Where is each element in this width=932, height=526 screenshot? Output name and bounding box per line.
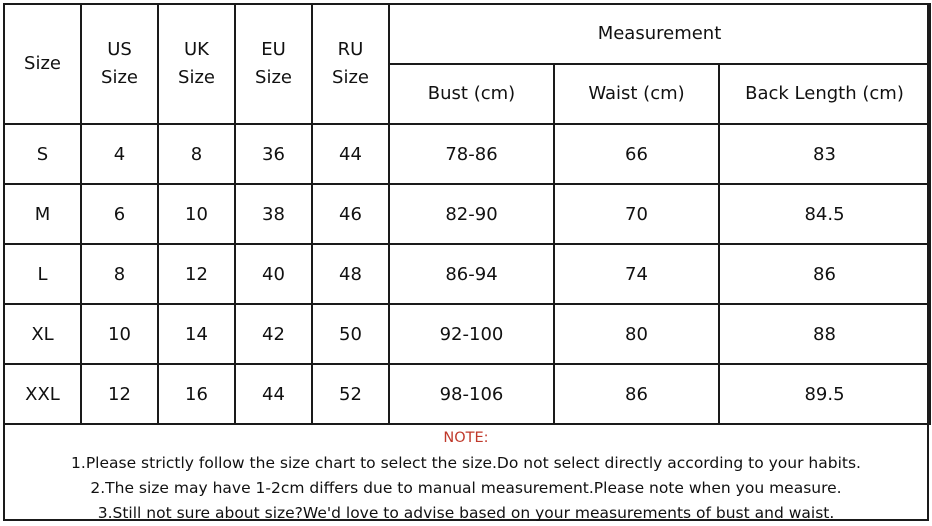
cell-back-length: 83 [719,124,930,184]
header-bust: Bust (cm) [389,64,554,124]
cell-size: M [4,184,81,244]
cell-waist: 70 [554,184,719,244]
size-chart-table [3,3,931,425]
cell-uk: 16 [158,364,235,424]
cell-ru: 50 [312,304,389,364]
cell-waist: 74 [554,244,719,304]
cell-uk: 14 [158,304,235,364]
table-row [4,124,930,184]
cell-waist: 80 [554,304,719,364]
cell-waist: 66 [554,124,719,184]
cell-size: XL [4,304,81,364]
header-eu-size: EU Size [235,4,312,124]
table-row [4,304,930,364]
note-line: 1.Please strictly follow the size chart to select the size.Do not select directly according to your habits. [71,454,861,472]
cell-bust: 82-90 [389,184,554,244]
cell-us: 4 [81,124,158,184]
cell-bust: 86-94 [389,244,554,304]
cell-size: L [4,244,81,304]
cell-waist: 86 [554,364,719,424]
cell-ru: 48 [312,244,389,304]
cell-eu: 44 [235,364,312,424]
cell-eu: 40 [235,244,312,304]
header-size: Size [4,4,81,124]
cell-back-length: 88 [719,304,930,364]
cell-eu: 38 [235,184,312,244]
header-back-length: Back Length (cm) [719,64,930,124]
table-row [4,364,930,424]
cell-ru: 44 [312,124,389,184]
cell-us: 6 [81,184,158,244]
table-row [4,184,930,244]
cell-uk: 12 [158,244,235,304]
note-title: NOTE: [443,430,489,446]
cell-eu: 36 [235,124,312,184]
cell-back-length: 84.5 [719,184,930,244]
header-uk-size: UK Size [158,4,235,124]
cell-size: XXL [4,364,81,424]
cell-ru: 46 [312,184,389,244]
header-waist: Waist (cm) [554,64,719,124]
cell-back-length: 89.5 [719,364,930,424]
note-line: 3.Still not sure about size?We'd love to advise based on your measurements of bust and waist. [97,504,835,522]
cell-eu: 42 [235,304,312,364]
note-line: 2.The size may have 1-2cm differs due to manual measurement.Please note when you measure. [90,479,842,497]
cell-bust: 92-100 [389,304,554,364]
cell-bust: 78-86 [389,124,554,184]
cell-us: 10 [81,304,158,364]
cell-back-length: 86 [719,244,930,304]
cell-bust: 98-106 [389,364,554,424]
table-row [4,244,930,304]
cell-us: 12 [81,364,158,424]
cell-ru: 52 [312,364,389,424]
cell-size: S [4,124,81,184]
cell-uk: 10 [158,184,235,244]
cell-uk: 8 [158,124,235,184]
cell-us: 8 [81,244,158,304]
header-ru-size: RU Size [312,4,389,124]
header-measurement: Measurement [389,4,930,64]
note-section [5,424,927,521]
header-us-size: US Size [81,4,158,124]
